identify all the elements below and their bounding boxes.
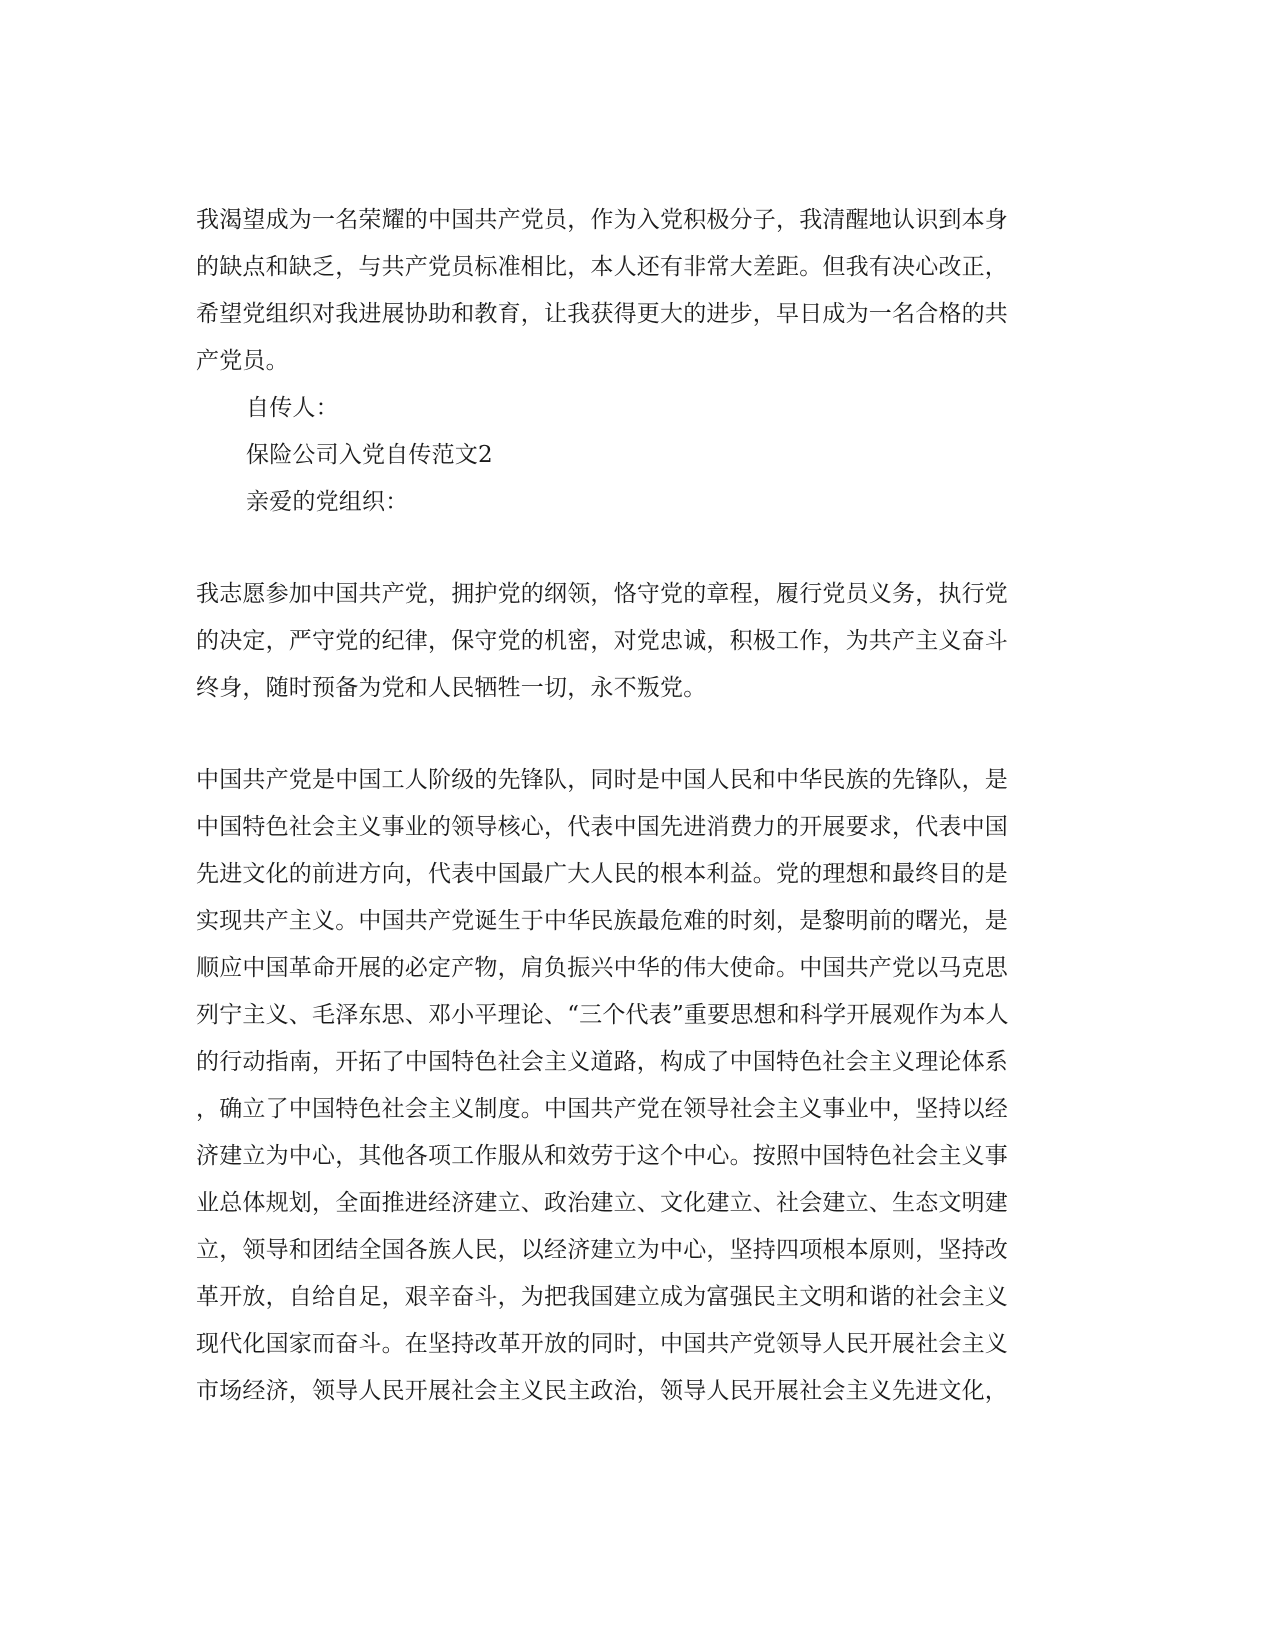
paragraph-3-line: 顺应中国革命开展的必定产物，肩负振兴中华的伟大使命。中国共产党以马克思 <box>196 955 1008 981</box>
paragraph-3-line: 的行动指南，开拓了中国特色社会主义道路，构成了中国特色社会主义理论体系 <box>196 1049 1008 1075</box>
paragraph-2-line: 的决定，严守党的纪律，保守党的机密，对党忠诚，积极工作，为共产主义奋斗 <box>196 628 1008 654</box>
paragraph-3-line: 济建立为中心，其他各项工作服从和效劳于这个中心。按照中国特色社会主义事 <box>196 1143 1008 1169</box>
paragraph-3-line: 业总体规划，全面推进经济建立、政治建立、文化建立、社会建立、生态文明建 <box>196 1190 1008 1216</box>
paragraph-2-line: 我志愿参加中国共产党，拥护党的纲领，恪守党的章程，履行党员义务，执行党 <box>196 581 1008 607</box>
paragraph-3-line: ，确立了中国特色社会主义制度。中国共产党在领导社会主义事业中，坚持以经 <box>196 1096 1008 1122</box>
paragraph-3-line: 中国共产党是中国工人阶级的先锋队，同时是中国人民和中华民族的先锋队，是 <box>196 767 1008 793</box>
section-heading: 保险公司入党自传范文2 <box>246 442 493 468</box>
paragraph-3-line: 中国特色社会主义事业的领导核心，代表中国先进消费力的开展要求，代表中国 <box>196 814 1008 840</box>
paragraph-3-line: 市场经济，领导人民开展社会主义民主政治，领导人民开展社会主义先进文化， <box>196 1378 1008 1404</box>
paragraph-1-line: 我渴望成为一名荣耀的中国共产党员，作为入党积极分子，我清醒地认识到本身 <box>196 207 1008 233</box>
signature-label: 自传人： <box>246 395 339 421</box>
paragraph-1-line: 产党员。 <box>196 348 289 374</box>
paragraph-3-line: 实现共产主义。中国共产党诞生于中华民族最危难的时刻，是黎明前的曙光，是 <box>196 908 1008 934</box>
paragraph-2-line: 终身，随时预备为党和人民牺牲一切，永不叛党。 <box>196 675 707 701</box>
paragraph-1-line: 希望党组织对我进展协助和教育，让我获得更大的进步，早日成为一名合格的共 <box>196 301 1008 327</box>
salutation: 亲爱的党组织： <box>246 489 409 515</box>
paragraph-3-line: 立，领导和团结全国各族人民，以经济建立为中心，坚持四项根本原则，坚持改 <box>196 1237 1008 1263</box>
paragraph-1-line: 的缺点和缺乏，与共产党员标准相比，本人还有非常大差距。但我有决心改正， <box>196 254 1008 280</box>
paragraph-3-line: 现代化国家而奋斗。在坚持改革开放的同时，中国共产党领导人民开展社会主义 <box>196 1331 1008 1357</box>
paragraph-3-line: 革开放，自给自足，艰辛奋斗，为把我国建立成为富强民主文明和谐的社会主义 <box>196 1284 1008 1310</box>
paragraph-3-line: 列宁主义、毛泽东思、邓小平理论、“三个代表”重要思想和科学开展观作为本人 <box>196 1002 1009 1028</box>
paragraph-3-line: 先进文化的前进方向，代表中国最广大人民的根本利益。党的理想和最终目的是 <box>196 861 1008 887</box>
